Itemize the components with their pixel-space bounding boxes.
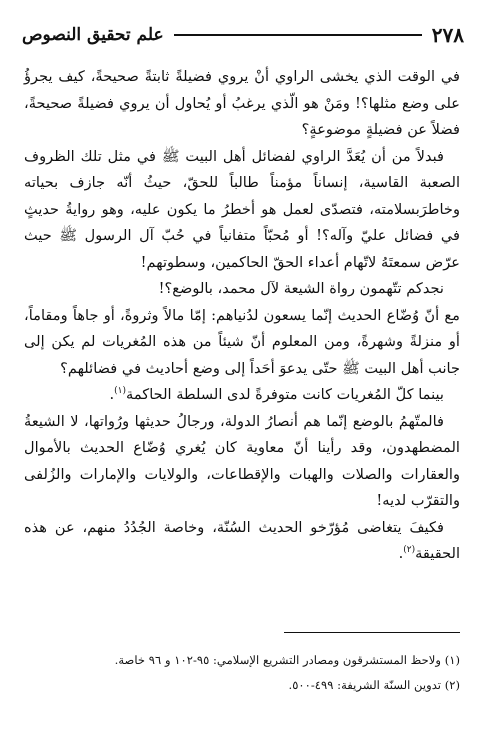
- punctuation: .: [109, 386, 115, 403]
- footnote-marker: (١): [114, 386, 127, 397]
- running-title: علم تحقيق النصوص: [22, 25, 164, 45]
- footnote: (١) ولاحظ المستشرقون ومصادر التشريع الإسلامي: ٩٥-١٠٢ و ٩٦ خاصة.: [114, 653, 460, 667]
- paragraph: فالمتّهمُ بالوضع إنّما هم أنصارُ الدولة، ورجالُ حديثها ورُواتها، لا الشيعةُ المضطهدون، وقد رأينا أنّ معاوية كان يُغري وُضّاع الحديث بالأموال والعقارات والصلات والهبات والإقطاعات، والولايات والإمارات والزُلفى والتقرّب لديه!: [24, 412, 460, 509]
- paragraph: نجدكم تتّهمون رواة الشيعة لآل محمد، بالوضع؟!: [158, 280, 444, 297]
- header-rule: [174, 34, 422, 36]
- paragraph-text: فكيفَ يتغاضى مُؤرّخو الحديث السُنّة، وخاصة الجُدُدُ منهم، عن هذه الحقيقة: [24, 518, 460, 562]
- paragraph-text: بينما كلّ المُغريات كانت متوفرةً لدى السلطة الحاكمة: [126, 386, 444, 403]
- paragraph-with-footnote: [24, 382, 460, 409]
- paragraph: مع أنّ وُضّاع الحديث إنّما يسعون لدُنياهم: إمّا مالاً وثروةً، أو جاهاً ومقاماً، أو منزلةً وشهرةً، ومن المعلوم أنّ شيئاً من هذه المُغريات لم يكن إلى جانب أهل البيت ﷺ حتّى يدعوَ أحَداً إلى وضع أحاديث في فضائلهم؟: [24, 306, 460, 377]
- page-number: ٢٧٨: [431, 23, 464, 47]
- paragraph-with-footnote: [24, 515, 460, 568]
- page-header: [22, 22, 464, 48]
- body-text: [24, 64, 460, 568]
- footnotes: [24, 648, 460, 698]
- footnote: (٢) تدوين السنّة الشريفة: ٤٩٩-٥٠٠.: [288, 678, 460, 692]
- paragraph: في الوقت الذي يخشى الراوي أنْ يروي فضيلةً ثابتةً صحيحةً، كيف يجرؤُ على وضع مثلها؟! ومَنْ هو الّذي يرغبُ أو يُحاول أن يروي فضيلةً صحيحةً، فضلاً عن فضيلةٍ موضوعةٍ؟: [24, 68, 460, 138]
- footnote-marker: (٢): [403, 545, 416, 556]
- punctuation: .: [398, 545, 404, 562]
- paragraph: فبدلاً من أن يُعَدَّ الراوي لفضائل أهل البيت ﷺ في مثل تلك الظروف الصعبة القاسية، إنساناً مؤمناً طالباً للحقّ، حيثُ أنّه جازف بحياته وخاطرَبسلامته، فتصدّى لعمل هو أخطرُ ما يكون عليه، وهو روايةُ حديثٍ في فضائل عليّ وآله؟! أو مُحبّاً متفانياً في حُبّ آل الرسول ﷺ حيث عرّض سمعتَهُ لاتّهام أعداء الحقّ الحاكمين، وسطوتهم!: [24, 147, 460, 271]
- footnote-separator: [284, 632, 460, 633]
